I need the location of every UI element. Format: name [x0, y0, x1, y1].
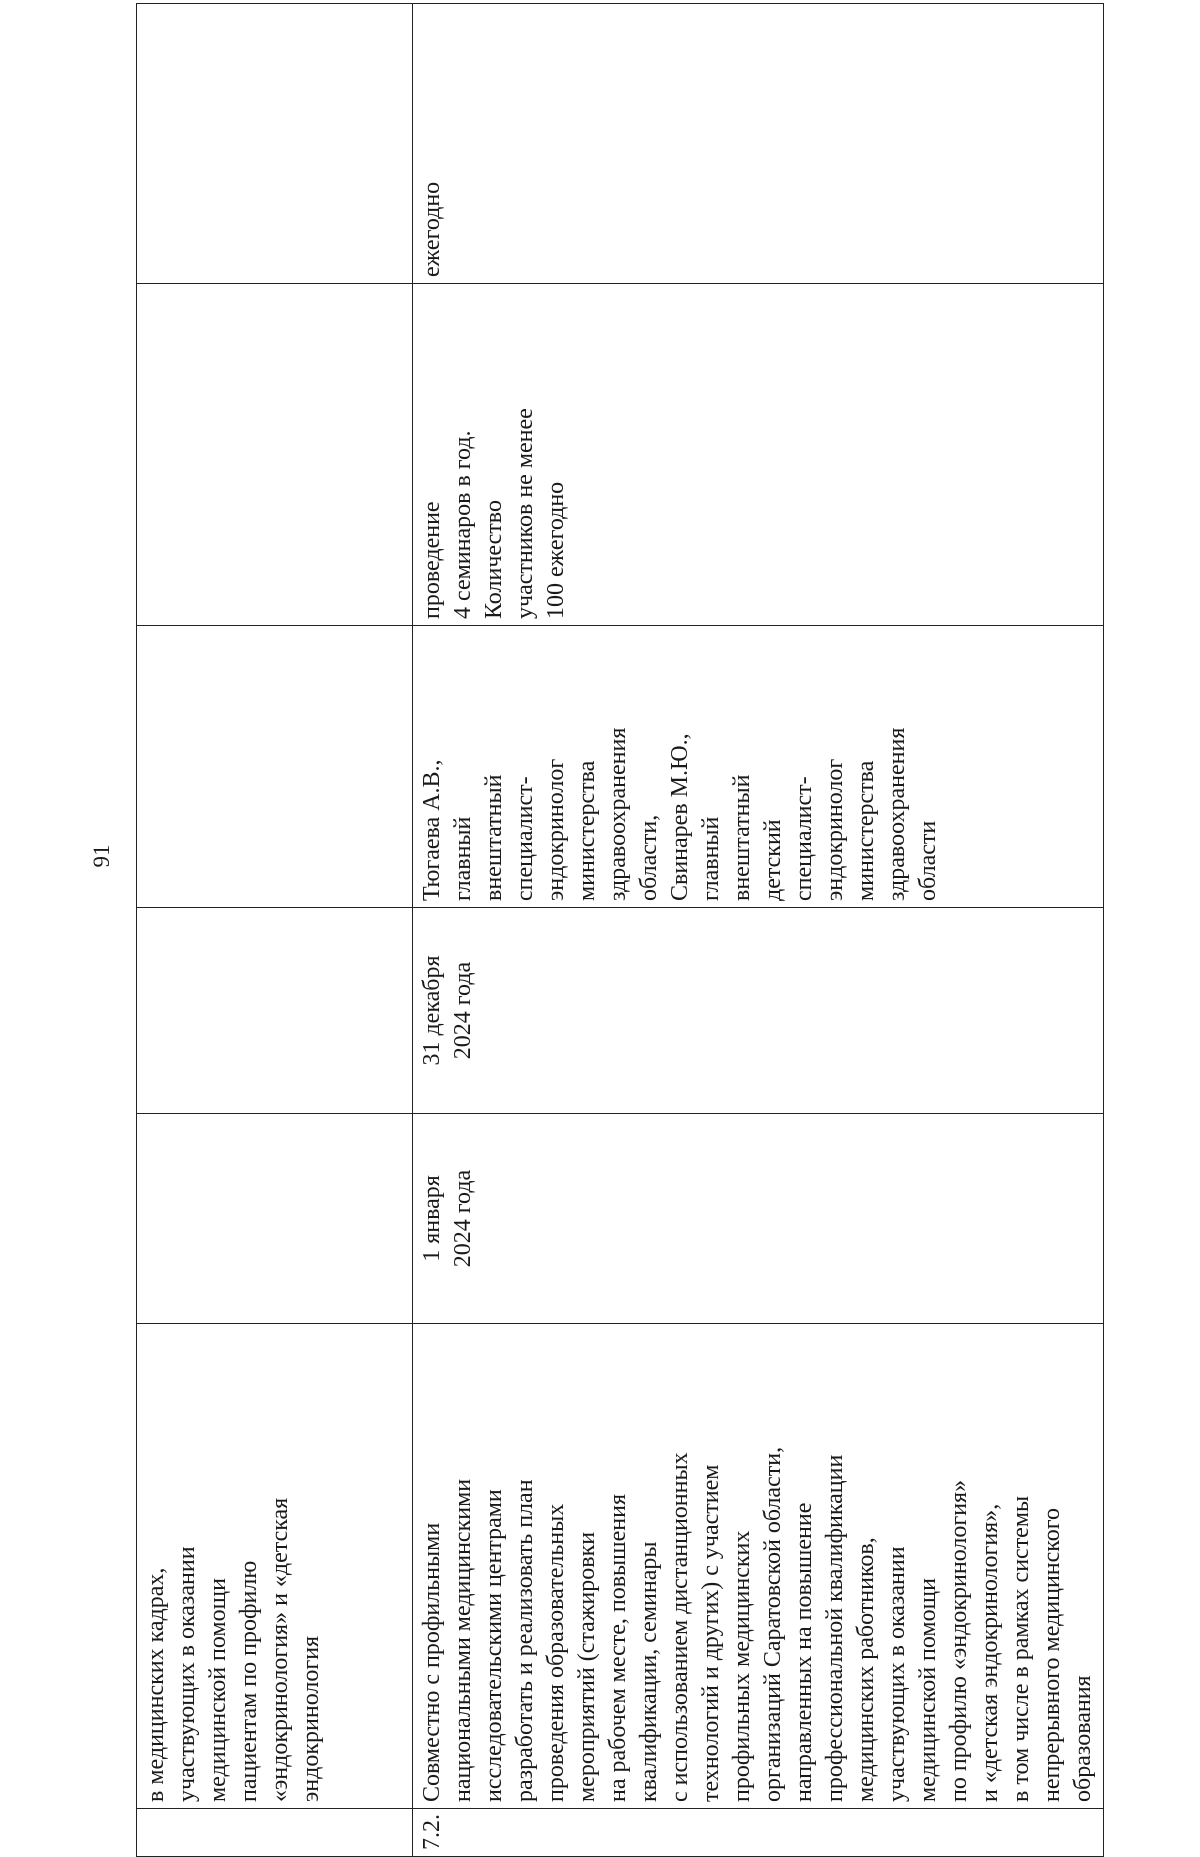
indicator-cell: [137, 284, 413, 626]
table-row: [137, 4, 413, 1857]
row-number-cell: 7.2.: [413, 1809, 1104, 1857]
end-date-cell: [137, 908, 413, 1114]
table-row: [413, 4, 1104, 1857]
indicator-cell: проведение 4 семинаров в год. Количество участников не менее 100 ежегодно: [413, 284, 1104, 626]
end-date-cell: 31 декабря 2024 года: [413, 908, 1104, 1114]
responsible-cell: Тюгаева А.В., главный внештатный специалист- эндокринолог министерства здравоохранения области, Свинарев М.Ю., главный внештатный детский специалист- эндокринолог министерства здравоохранения области: [413, 626, 1104, 908]
period-cell: [137, 4, 413, 284]
start-date-cell: 1 января 2024 года: [413, 1114, 1104, 1324]
start-date-cell: [137, 1114, 413, 1324]
period-cell: ежегодно: [413, 4, 1104, 284]
activity-cell: Совместно с профильными национальными медицинскими исследовательскими центрами разработать и реализовать план проведения образовательных мероприятий (стажировки на рабочем месте, повышения квалификации, семинары с использованием дистанционных технологий и других) с участием профильных медицинских организаций Саратовской области, направленных на повышение профессиональной квалификации медицинских работников, участвующих в оказании медицинской помощи по профилю «эндокринология» и «детская эндокринология», в том числе в рамках системы непрерывного медицинского образования: [413, 1324, 1104, 1809]
plan-table: [136, 3, 1104, 1857]
activity-cell: в медицинских кадрах, участвующих в оказании медицинской помощи пациентам по профилю «эндокринология» и «детская эндокринология: [137, 1324, 413, 1809]
page-number: 91: [89, 844, 114, 868]
responsible-cell: [137, 626, 413, 908]
row-number-cell: [137, 1809, 413, 1857]
plan-table-wrapper: [136, 181, 1096, 1857]
